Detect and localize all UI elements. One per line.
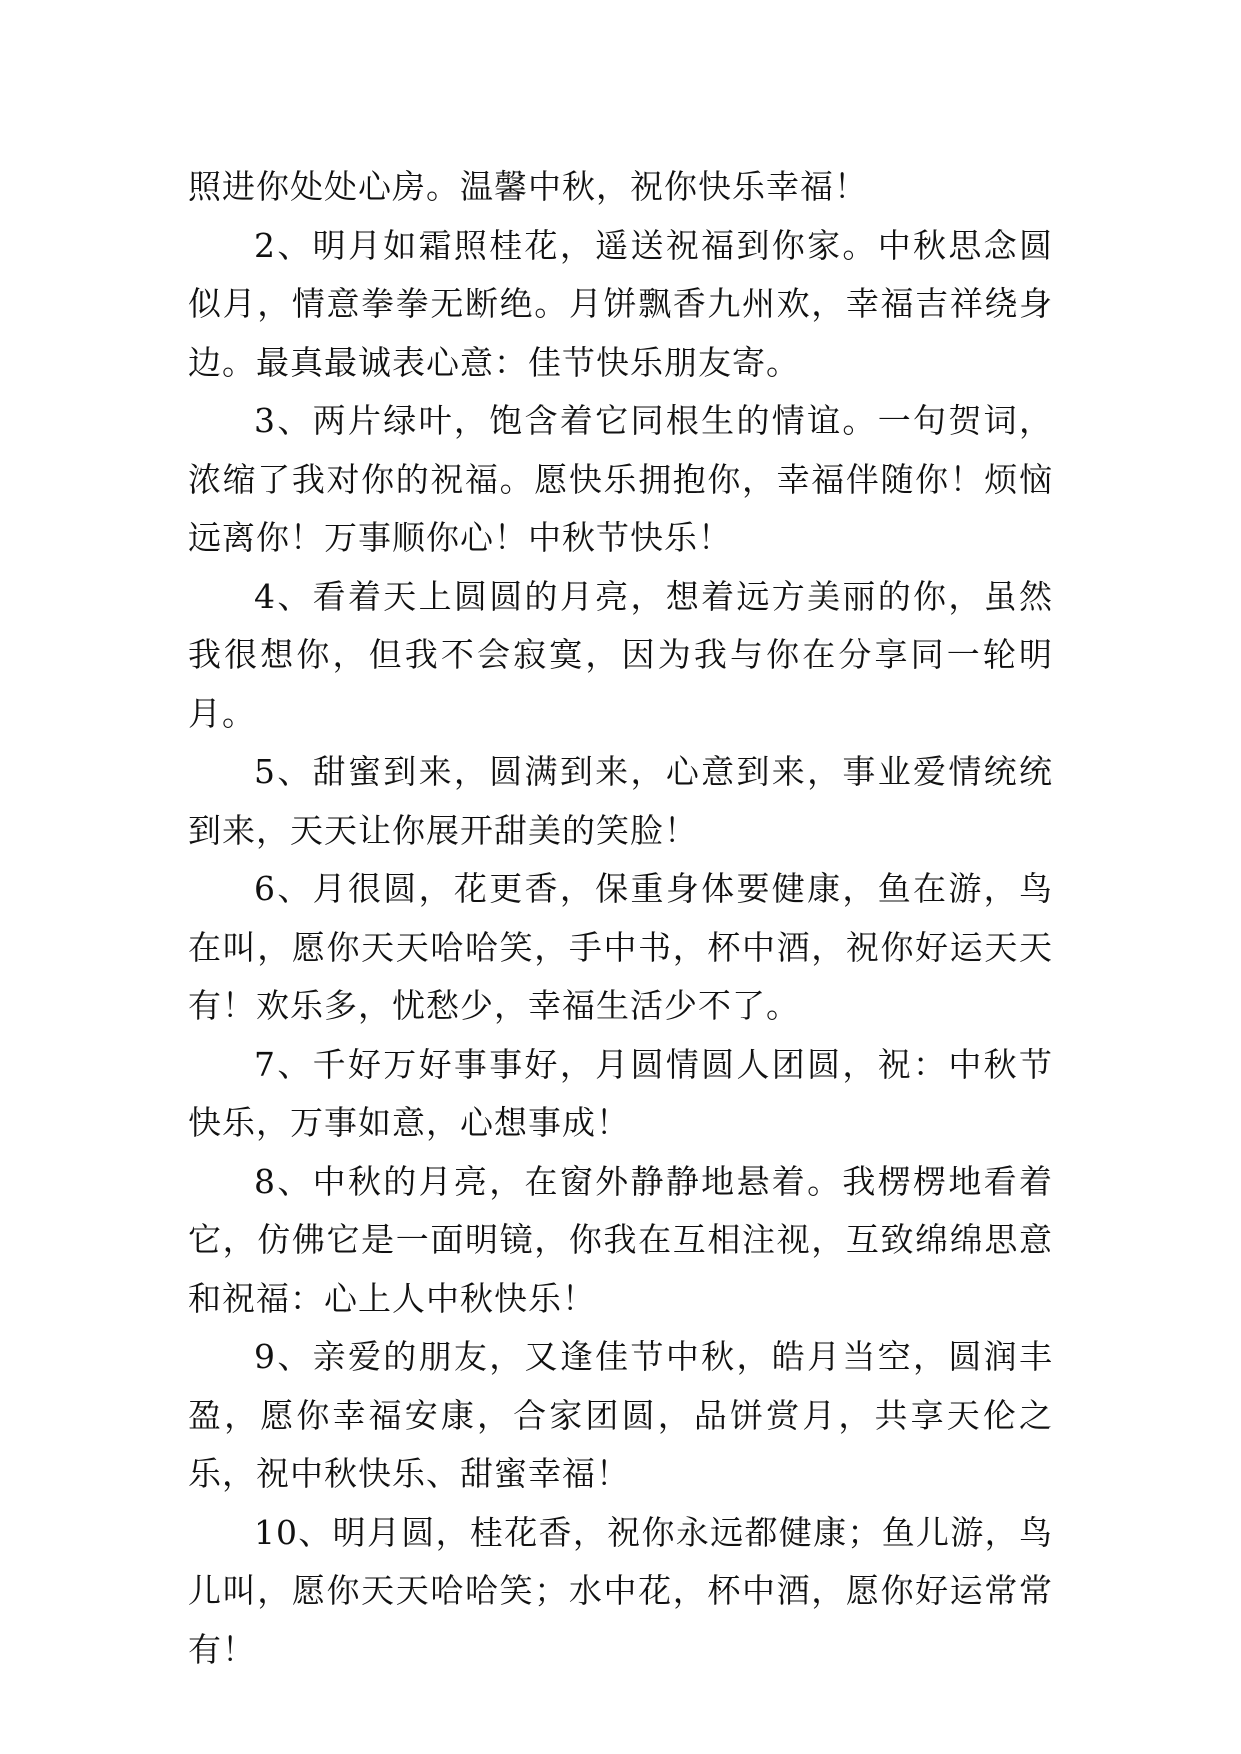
paragraph-item-4: 4、看着天上圆圆的月亮，想着远方美丽的你，虽然我很想你，但我不会寂寞，因为我与你在分享同一轮明月。 [188, 576, 1053, 733]
paragraph-continuation: 照进你处处心房。温馨中秋，祝你快乐幸福！ [188, 167, 868, 206]
paragraph-item-10: 10、明月圆，桂花香，祝你永远都健康；鱼儿游，鸟儿叫，愿你天天哈哈笑；水中花，杯中酒，愿你好运常常有！ [188, 1512, 1053, 1669]
paragraph-item-7: 7、千好万好事事好，月圆情圆人团圆，祝：中秋节快乐，万事如意，心想事成！ [188, 1044, 1053, 1142]
paragraph-item-5: 5、甜蜜到来，圆满到来，心意到来，事业爱情统统到来，天天让你展开甜美的笑脸！ [188, 752, 1053, 850]
document-body [188, 158, 1053, 1679]
paragraph-item-2: 2、明月如霜照桂花，遥送祝福到你家。中秋思念圆似月，情意拳拳无断绝。月饼飘香九州欢，幸福吉祥绕身边。最真最诚表心意：佳节快乐朋友寄。 [188, 225, 1053, 382]
paragraph-item-8: 8、中秋的月亮，在窗外静静地悬着。我楞楞地看着它，仿佛它是一面明镜，你我在互相注视，互致绵绵思意和祝福：心上人中秋快乐！ [188, 1161, 1053, 1318]
paragraph-item-6: 6、月很圆，花更香，保重身体要健康，鱼在游，鸟在叫，愿你天天哈哈笑，手中书，杯中酒，祝你好运天天有！欢乐多，忧愁少，幸福生活少不了。 [188, 869, 1053, 1025]
paragraph-item-9: 9、亲爱的朋友，又逢佳节中秋，皓月当空，圆润丰盈，愿你幸福安康，合家团圆，品饼赏月，共享天伦之乐，祝中秋快乐、甜蜜幸福！ [188, 1337, 1053, 1493]
paragraph-item-3: 3、两片绿叶，饱含着它同根生的情谊。一句贺词，浓缩了我对你的祝福。愿快乐拥抱你，幸福伴随你！烦恼远离你！万事顺你心！中秋节快乐！ [188, 401, 1053, 557]
